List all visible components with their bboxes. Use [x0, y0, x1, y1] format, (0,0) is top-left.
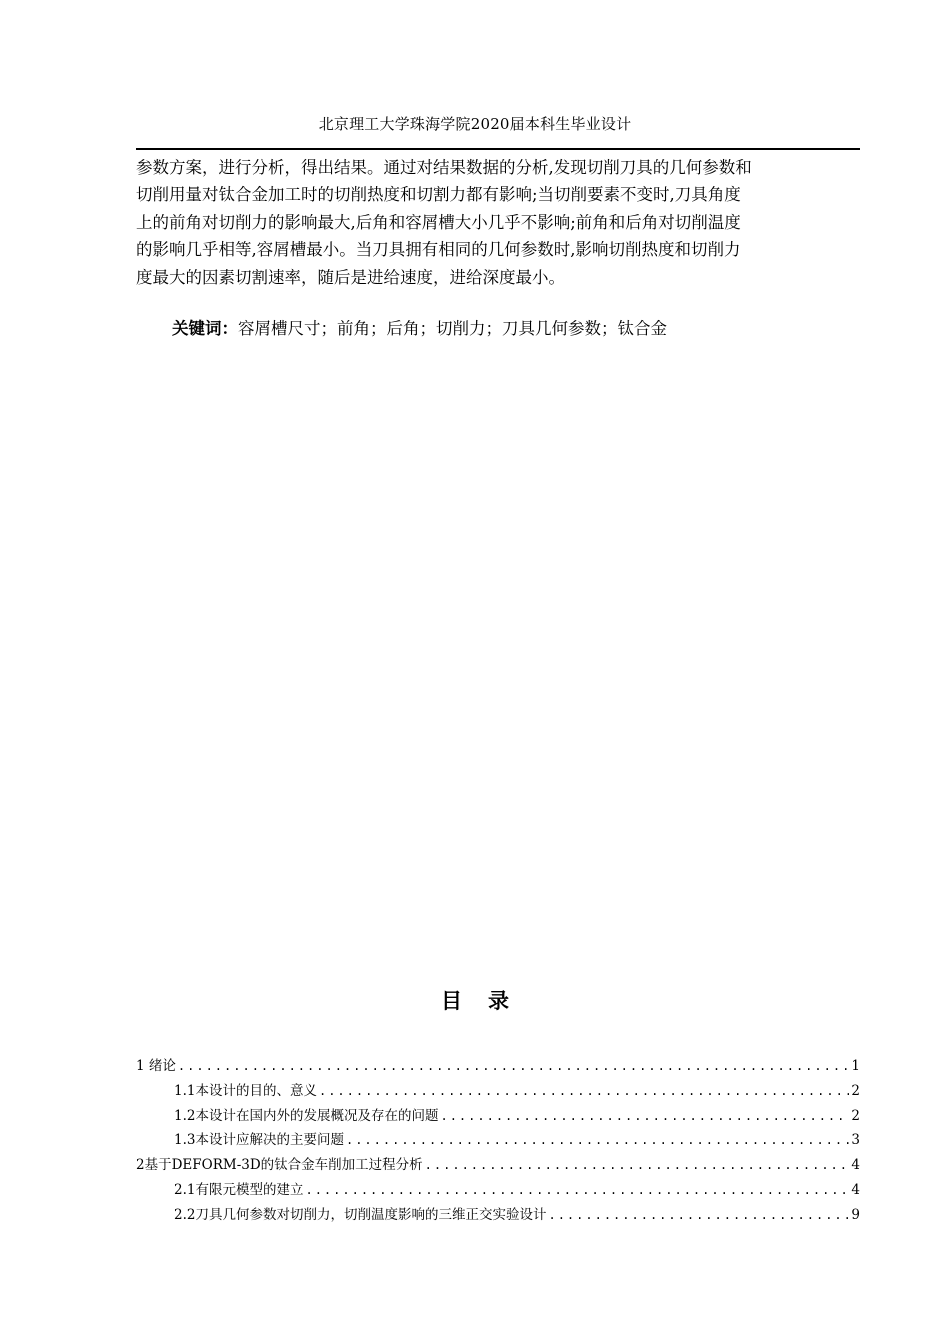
- toc-entry-title: 2基于DEFORM-3D的钛合金车削加工过程分析: [136, 1157, 423, 1174]
- toc-entry-page: 4: [851, 1181, 860, 1198]
- toc-entry-page: 3: [851, 1132, 860, 1149]
- keywords-label: 关键词：: [172, 319, 238, 338]
- abstract-line: 切削用量对钛合金加工时的切削热度和切割力都有影响;当切削要素不变时,刀具角度: [136, 185, 741, 205]
- toc-entry[interactable]: [136, 1054, 860, 1079]
- toc-leader-dots: [425, 1158, 850, 1172]
- keywords-text: 容屑槽尺寸；前角；后角；切削力；刀具几何参数；钛合金: [238, 319, 667, 338]
- toc-leader-dots: [548, 1208, 849, 1222]
- abstract-paragraph: [136, 154, 864, 291]
- toc-entry-title: 1.1本设计的目的、意义: [174, 1082, 317, 1099]
- toc-title: 目录: [441, 989, 535, 1013]
- toc-leader-dots: [319, 1084, 849, 1098]
- toc-entry-page: 2: [851, 1082, 860, 1099]
- page-header: 北京理工大学珠海学院2020届本科生毕业设计: [318, 115, 632, 133]
- toc-entry-page: 2: [851, 1107, 860, 1124]
- toc-entry-title: 1.2本设计在国内外的发展概况及存在的问题: [174, 1107, 439, 1124]
- keywords-line: [172, 315, 667, 339]
- toc-entry-title: 1 绪论: [136, 1058, 176, 1074]
- toc-entry[interactable]: [136, 1128, 860, 1153]
- abstract-line: 参数方案，进行分析，得出结果。通过对结果数据的分析,发现切削刀具的几何参数和: [136, 158, 752, 177]
- abstract-line: 上的前角对切削力的影响最大,后角和容屑槽大小几乎不影响;前角和后角对切削温度: [136, 212, 741, 232]
- toc-entry[interactable]: [136, 1153, 860, 1178]
- toc-entry[interactable]: [136, 1079, 860, 1104]
- toc-entry-page: 9: [851, 1206, 860, 1223]
- toc-entry[interactable]: [136, 1203, 860, 1228]
- toc-entry-page: 1: [851, 1058, 860, 1074]
- abstract-line: 的影响几乎相等,容屑槽最小。当刀具拥有相同的几何参数时,影响切削热度和切削力: [136, 240, 741, 260]
- abstract-line: 度最大的因素切割速率，随后是进给速度，进给深度最小。: [136, 267, 565, 287]
- toc-entry[interactable]: [136, 1178, 860, 1203]
- toc-leader-dots: [178, 1059, 850, 1073]
- header-divider: [136, 148, 860, 150]
- toc-entry-title: 2.1有限元模型的建立: [174, 1181, 304, 1198]
- toc-leader-dots: [305, 1183, 849, 1197]
- toc-entry[interactable]: [136, 1104, 860, 1129]
- toc-entry-page: 4: [851, 1157, 860, 1174]
- toc-leader-dots: [440, 1109, 849, 1123]
- toc-entry-title: 2.2刀具几何参数对切削力，切削温度影响的三维正交实验设计: [174, 1206, 547, 1223]
- toc-leader-dots: [346, 1133, 849, 1147]
- toc-entry-title: 1.3本设计应解决的主要问题: [174, 1132, 344, 1149]
- table-of-contents: [136, 1054, 860, 1228]
